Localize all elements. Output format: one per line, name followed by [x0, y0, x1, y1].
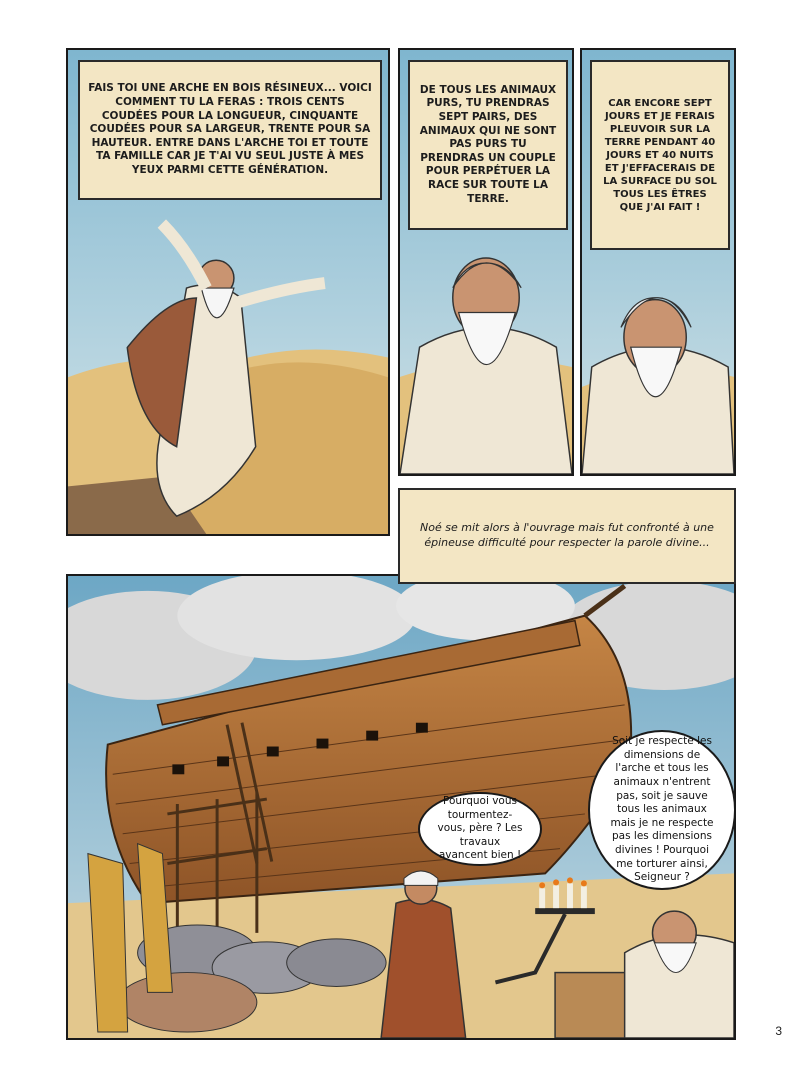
panel-2	[398, 48, 574, 476]
panel-2-caption	[408, 60, 568, 230]
speech-noah-text: Soit je respecte les dimensions de l'arche et tous les animaux n'entrent pas, soit je sauve tous les animaux mais je ne respecte pas les dimensions divines ! Pourquoi me torturer ainsi, Seigneur ?	[610, 734, 714, 884]
panel-3-caption-text: CAR ENCORE SEPT JOURS ET JE FERAIS PLEUVOIR SUR LA TERRE PENDANT 40 JOURS ET 40 NUITS ET J'EFFACERAIS DE LA SURFACE DU SOL TOUS LES ÊTRES QUE J'AI FAIT !	[603, 97, 717, 213]
page-number: 3	[775, 1024, 782, 1038]
speech-son-text: Pourquoi vous tourmentez-vous, père ? Les travaux avancent bien !	[437, 794, 523, 862]
panel-1-caption-text: FAIS TOI UNE ARCHE EN BOIS RÉSINEUX... VOICI COMMENT TU LA FERAS : TROIS CENTS COUDÉES POUR LA LONGUEUR, CINQUANTE COUDÉES POUR SA LARGEUR, TRENTE POUR SA HAUTEUR. ENTRE DANS L'ARCHE TOI ET TOUTE TA FAMILLE CAR JE T'AI VU SEUL JUSTE À MES YEUX PARMI CETTE GÉNÉRATION.	[88, 82, 372, 177]
panel-1-caption	[78, 60, 382, 200]
narration-text: Noé se mit alors à l'ouvrage mais fut confronté à une épineuse difficulté pour respecter la parole divine...	[420, 521, 714, 549]
speech-bubble-son	[418, 792, 542, 866]
panel-3-caption	[590, 60, 730, 250]
panel-2-caption-text: DE TOUS LES ANIMAUX PURS, TU PRENDRAS SEPT PAIRS, DES ANIMAUX QUI NE SONT PAS PURS TU PRENDRAS UN COUPLE POUR PERPÉTUER LA RACE SUR TOUTE LA TERRE.	[419, 83, 557, 205]
speech-bubble-noah	[588, 730, 736, 890]
panel-4	[66, 574, 736, 1040]
narration-box	[398, 488, 736, 584]
panel-3	[580, 48, 736, 476]
panel-1	[66, 48, 390, 536]
